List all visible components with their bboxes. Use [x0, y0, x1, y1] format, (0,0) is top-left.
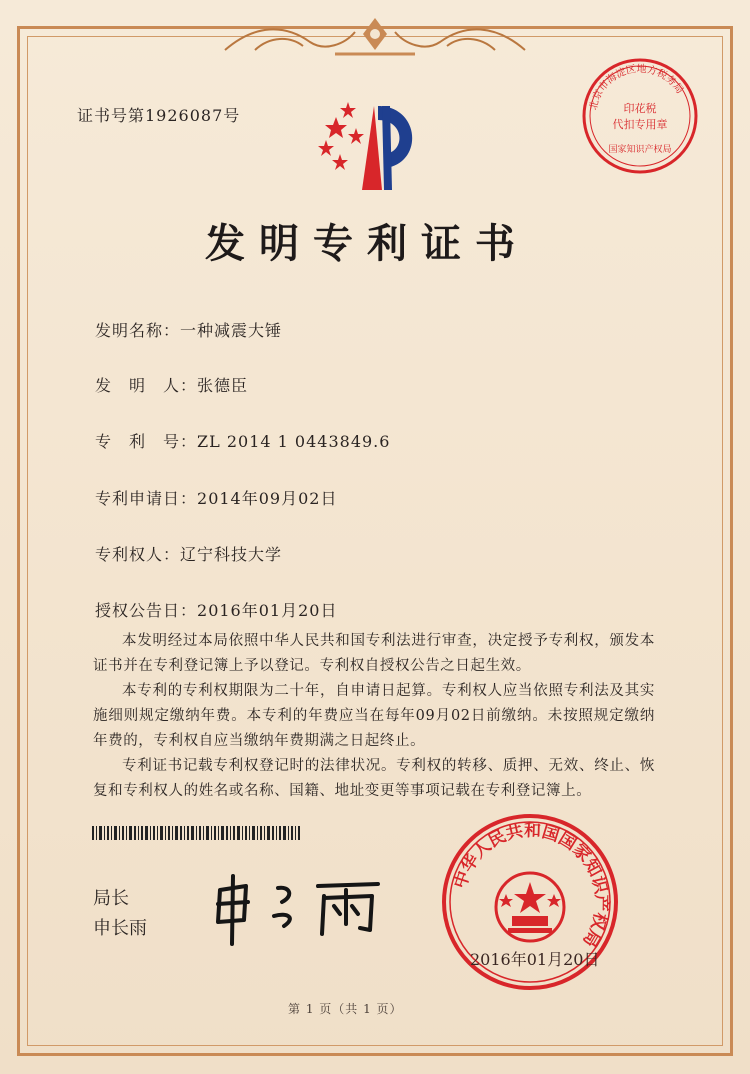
seal-ring-text: 中华人民共和国国家知识产权局	[450, 820, 612, 951]
field-value: 辽宁科技大学	[180, 545, 283, 564]
top-ornament	[215, 14, 535, 60]
certificate-body	[93, 629, 655, 804]
stamp-bottom: 国家知识产权局	[608, 145, 672, 155]
stamp-ring-text: 北京市海淀区地方税务局	[588, 63, 686, 112]
signatory-position: 局长	[93, 888, 129, 909]
field-value: 一种减震大锤	[180, 321, 283, 340]
page-footer: 第 1 页（共 1 页）	[288, 1002, 403, 1016]
field-value: ZL 2014 1 0443849.6	[197, 432, 391, 451]
stamp-line1: 印花税	[623, 102, 657, 115]
certificate-title: 发明专利证书	[205, 220, 529, 267]
body-paragraph: 专利证书记载专利权登记时的法律状况。专利权的转移、质押、无效、终止、恢复和专利权人的姓名或名称、国籍、地址变更等事项记载在专利登记簿上。	[93, 758, 655, 799]
field-label: 授权公告日：	[95, 601, 198, 620]
field-application-date	[95, 486, 337, 509]
field-patentee	[95, 542, 282, 565]
stamp-line2: 代扣专用章	[612, 118, 668, 131]
field-value: 2014年09月02日	[197, 489, 338, 508]
field-label: 专利权人：	[95, 545, 181, 564]
field-value: 2016年01月20日	[197, 601, 338, 620]
field-invention-name	[95, 318, 282, 341]
seal-date: 2016年01月20日	[470, 950, 600, 969]
field-label: 专利申请日：	[95, 489, 198, 508]
tax-stamp	[580, 56, 700, 176]
signatory-name: 申长雨	[93, 918, 147, 939]
field-label: 发明名称：	[95, 321, 181, 340]
certificate-number: 证书号第1926087号	[77, 106, 241, 125]
field-grant-date	[95, 598, 337, 621]
handwritten-signature	[200, 868, 400, 948]
body-paragraph: 本发明经过本局依照中华人民共和国专利法进行审查，决定授予专利权，颁发本证书并在专利登记簿上予以登记。专利权自授权公告之日起生效。	[93, 633, 655, 674]
barcode	[92, 826, 300, 840]
field-value: 张德臣	[197, 376, 249, 395]
field-inventor	[95, 373, 248, 396]
body-paragraph: 本专利的专利权期限为二十年，自申请日起算。专利权人应当依照专利法及其实施细则规定缴纳年费。本专利的年费应当在每年09月02日前缴纳。未按照规定缴纳年费的，专利权自应当缴纳年费期满之日起终止。	[93, 683, 655, 749]
national-emblem-icon	[496, 873, 564, 941]
patent-office-logo-icon	[312, 92, 432, 197]
field-label: 发 明 人：	[95, 376, 198, 395]
field-patent-number	[95, 429, 390, 452]
field-label: 专 利 号：	[95, 432, 198, 451]
